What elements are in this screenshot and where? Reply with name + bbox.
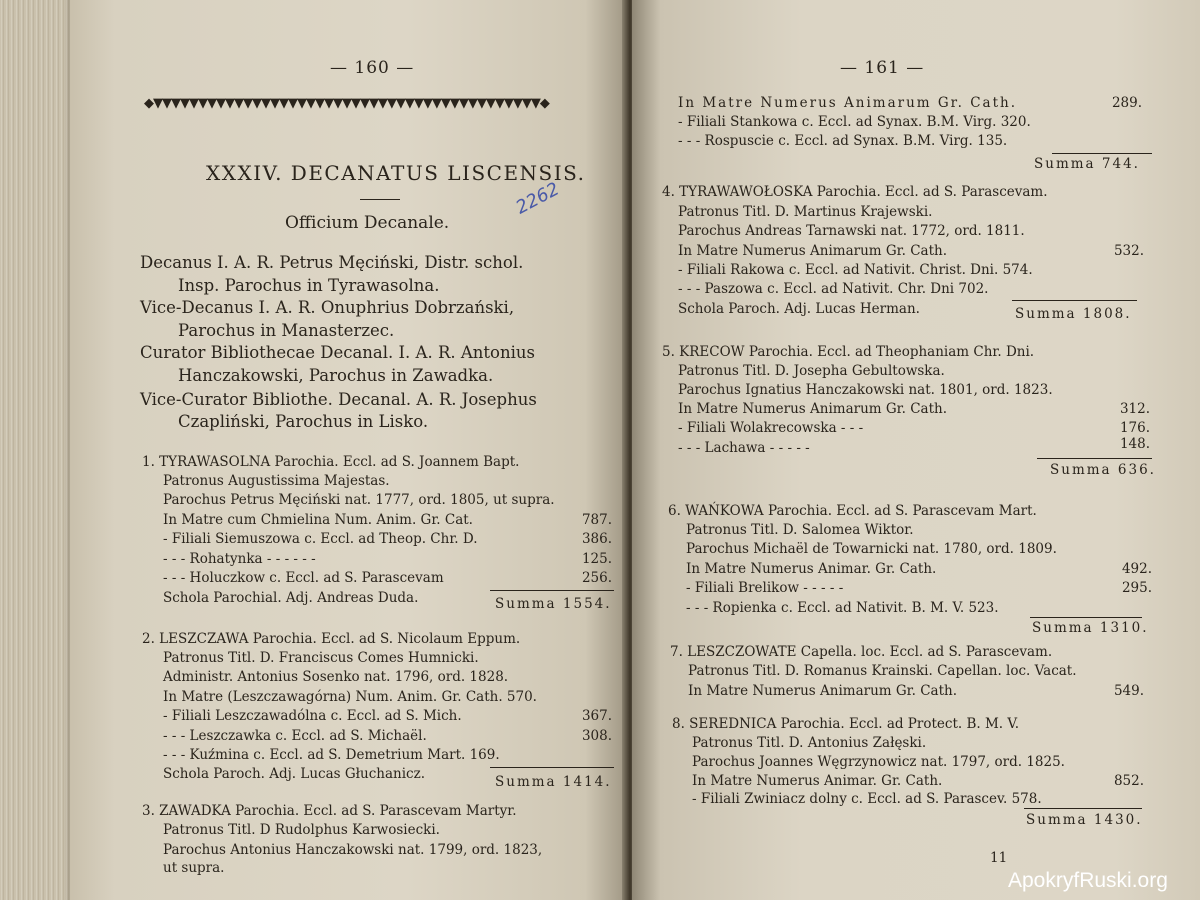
parish-1-count: 256.: [581, 570, 612, 586]
parish-1-line: Patronus Augustissima Majestas.: [163, 473, 390, 489]
parish-7-line: Patronus Titl. D. Romanus Krainski. Capellan. loc. Vacat.: [688, 663, 1077, 679]
parish-6-line: Parochus Michaël de Towarnicki nat. 1780, ord. 1809.: [686, 541, 1057, 557]
parish-3-line: 3. ZAWADKA Parochia. Eccl. ad S. Parascevam Martyr.: [142, 803, 517, 819]
parish-8-summa: Summa 1430.: [1026, 812, 1143, 828]
parish-1-count: 787.: [581, 512, 612, 528]
parish-1-line: 1. TYRAWASOLNA Parochia. Eccl. ad S. Joannem Bapt.: [142, 454, 520, 470]
officium-line: Vice-Curator Bibliothe. Decanal. A. R. Josephus: [140, 390, 537, 409]
officium-line: Insp. Parochus in Tyrawasolna.: [178, 276, 440, 295]
page-number: — 160 —: [330, 58, 415, 78]
summa-rule: [1024, 808, 1142, 809]
ornament-border: ◆▼▼▼▼▼▼▼▼▼▼▼▼▼▼▼▼▼▼▼▼▼▼▼▼▼▼▼▼▼▼▼▼▼▼▼▼▼▼▼▼▼▼▼◆: [144, 96, 549, 110]
title-rule: [360, 199, 400, 200]
parish-4-line: Parochus Andreas Tarnawski nat. 1772, ord. 1811.: [678, 223, 1025, 239]
parish-4-line: Schola Paroch. Adj. Lucas Herman.: [678, 301, 920, 317]
parish-2-line: Administr. Antonius Sosenko nat. 1796, ord. 1828.: [163, 669, 509, 685]
entry-summa: Summa 744.: [1034, 156, 1140, 172]
entry-line: - - - Rospuscie c. Eccl. ad Synax. B.M. Virg. 135.: [678, 133, 1008, 149]
parish-3-line: Parochus Antonius Hanczakowski nat. 1799, ord. 1823,: [163, 842, 543, 858]
parish-2-line: - - - Kuźmina c. Eccl. ad S. Demetrium Mart. 169.: [163, 747, 500, 763]
summa-rule: [1052, 153, 1152, 154]
parish-1-count: 386.: [581, 531, 612, 547]
book-page-edges: [0, 0, 74, 900]
parish-8-line: 8. SEREDNICA Parochia. Eccl. ad Protect. B. M. V.: [672, 716, 1020, 732]
handwritten-note: 2262: [512, 178, 563, 219]
parish-7-count: 549.: [1113, 683, 1144, 699]
officium-heading: Officium Decanale.: [285, 213, 450, 233]
summa-rule: [1012, 300, 1137, 301]
parish-5-line: 5. KRECOW Parochia. Eccl. ad Theophaniam Chr. Dni.: [662, 344, 1035, 360]
parish-2-line: - - - Leszczawka c. Eccl. ad S. Michaël.: [163, 728, 427, 744]
parish-6-line: 6. WAŃKOWA Parochia. Eccl. ad S. Parascevam Mart.: [668, 503, 1037, 519]
parish-1-line: In Matre cum Chmielina Num. Anim. Gr. Cat.: [163, 512, 473, 528]
parish-8-line: Parochus Joannes Węgrzynowicz nat. 1797, ord. 1825.: [692, 754, 1065, 770]
parish-2-line: - Filiali Leszczawadólna c. Eccl. ad S. Mich.: [163, 708, 462, 724]
parish-1-line: Parochus Petrus Męciński nat. 1777, ord. 1805, ut supra.: [163, 492, 555, 508]
parish-4-count: 532.: [1113, 243, 1144, 259]
parish-2-line: Patronus Titl. D. Franciscus Comes Humnicki.: [163, 650, 479, 666]
parish-2-count: 367.: [581, 708, 612, 724]
parish-4-line: 4. TYRAWAWOŁOSKA Parochia. Eccl. ad S. Parascevam.: [662, 184, 1048, 200]
parish-6-line: Patronus Titl. D. Salomea Wiktor.: [686, 522, 914, 538]
parish-1-line: - Filiali Siemuszowa c. Eccl. ad Theop. Chr. D.: [163, 531, 478, 547]
parish-5-count: 312.: [1119, 401, 1150, 417]
left-page: [70, 0, 630, 900]
entry-line: - Filiali Stankowa c. Eccl. ad Synax. B.M. Virg. 320.: [678, 114, 1031, 130]
parish-1-line: - - - Rohatynka - - - - - -: [163, 551, 316, 567]
signature-mark: 11: [990, 850, 1008, 866]
parish-4-line: - Filiali Rakowa c. Eccl. ad Nativit. Christ. Dni. 574.: [678, 262, 1033, 278]
parish-1-summa: Summa 1554.: [495, 596, 612, 612]
parish-5-summa: Summa 636.: [1050, 462, 1156, 478]
parish-8-line: In Matre Numerus Animar. Gr. Cath.: [692, 773, 943, 789]
parish-8-line: Patronus Titl. D. Antonius Załęski.: [692, 735, 927, 751]
parish-6-count: 295.: [1121, 580, 1152, 596]
parish-4-summa: Summa 1808.: [1015, 306, 1132, 322]
parish-6-line: In Matre Numerus Animar. Gr. Cath.: [686, 561, 937, 577]
parish-3-line: ut supra.: [163, 860, 225, 876]
parish-1-count: 125.: [581, 551, 612, 567]
officium-line: Vice-Decanus I. A. R. Onuphrius Dobrzański,: [140, 298, 515, 317]
parish-4-line: In Matre Numerus Animarum Gr. Cath.: [678, 243, 947, 259]
parish-5-line: - Filiali Wolakrecowska - - -: [678, 420, 864, 436]
parish-6-line: - - - Ropienka c. Eccl. ad Nativit. B. M. V. 523.: [686, 600, 999, 616]
parish-5-line: Parochus Ignatius Hanczakowski nat. 1801, ord. 1823.: [678, 382, 1053, 398]
parish-3-line: Patronus Titl. D Rudolphus Karwosiecki.: [163, 822, 440, 838]
officium-line: Curator Bibliothecae Decanal. I. A. R. Antonius: [140, 343, 535, 362]
parish-5-line: - - - Lachawa - - - - -: [678, 440, 810, 456]
parish-2-line: Schola Paroch. Adj. Lucas Głuchanicz.: [163, 766, 426, 782]
parish-5-line: In Matre Numerus Animarum Gr. Cath.: [678, 401, 947, 417]
section-title: XXXIV. DECANATUS LISCENSIS.: [206, 161, 586, 185]
summa-rule: [490, 590, 614, 591]
summa-rule: [490, 767, 614, 768]
page-number: — 161 —: [840, 58, 925, 78]
parish-5-count: 176.: [1119, 420, 1150, 436]
summa-rule: [1037, 458, 1152, 459]
parish-7-line: In Matre Numerus Animarum Gr. Cath.: [688, 683, 957, 699]
officium-line: Czapliński, Parochus in Lisko.: [178, 412, 429, 431]
officium-line: Parochus in Manasterzec.: [178, 321, 395, 340]
parish-8-line: - Filiali Zwiniacz dolny c. Eccl. ad S. Parascev. 578.: [692, 791, 1042, 807]
officium-line: Hanczakowski, Parochus in Zawadka.: [178, 366, 494, 385]
parish-6-summa: Summa 1310.: [1032, 620, 1149, 636]
parish-4-line: Patronus Titl. D. Martinus Krajewski.: [678, 204, 933, 220]
entry-line: In Matre Numerus Animarum Gr. Cath.: [678, 95, 1017, 111]
watermark: ApokryfRuski.org: [1008, 869, 1168, 892]
right-page: [632, 0, 1200, 900]
parish-8-count: 852.: [1113, 773, 1144, 789]
parish-1-line: - - - Holuczkow c. Eccl. ad S. Parascevam: [163, 570, 444, 586]
parish-7-line: 7. LESZCZOWATE Capella. loc. Eccl. ad S. Parascevam.: [670, 644, 1053, 660]
parish-2-line: 2. LESZCZAWA Parochia. Eccl. ad S. Nicolaum Eppum.: [142, 631, 521, 647]
parish-5-count: 148.: [1119, 436, 1150, 452]
parish-4-line: - - - Paszowa c. Eccl. ad Nativit. Chr. Dni 702.: [678, 281, 989, 297]
parish-1-line: Schola Parochial. Adj. Andreas Duda.: [163, 590, 419, 606]
parish-6-count: 492.: [1121, 561, 1152, 577]
parish-5-line: Patronus Titl. D. Josepha Gebultowska.: [678, 363, 945, 379]
summa-rule: [1030, 617, 1142, 618]
officium-line: Decanus I. A. R. Petrus Męciński, Distr. schol.: [140, 253, 524, 272]
parish-2-summa: Summa 1414.: [495, 774, 612, 790]
parish-2-line: In Matre (Leszczawagórna) Num. Anim. Gr. Cath. 570.: [163, 689, 537, 705]
parish-6-line: - Filiali Brelikow - - - - -: [686, 580, 844, 596]
parish-2-count: 308.: [581, 728, 612, 744]
entry-count: 289.: [1111, 95, 1142, 111]
